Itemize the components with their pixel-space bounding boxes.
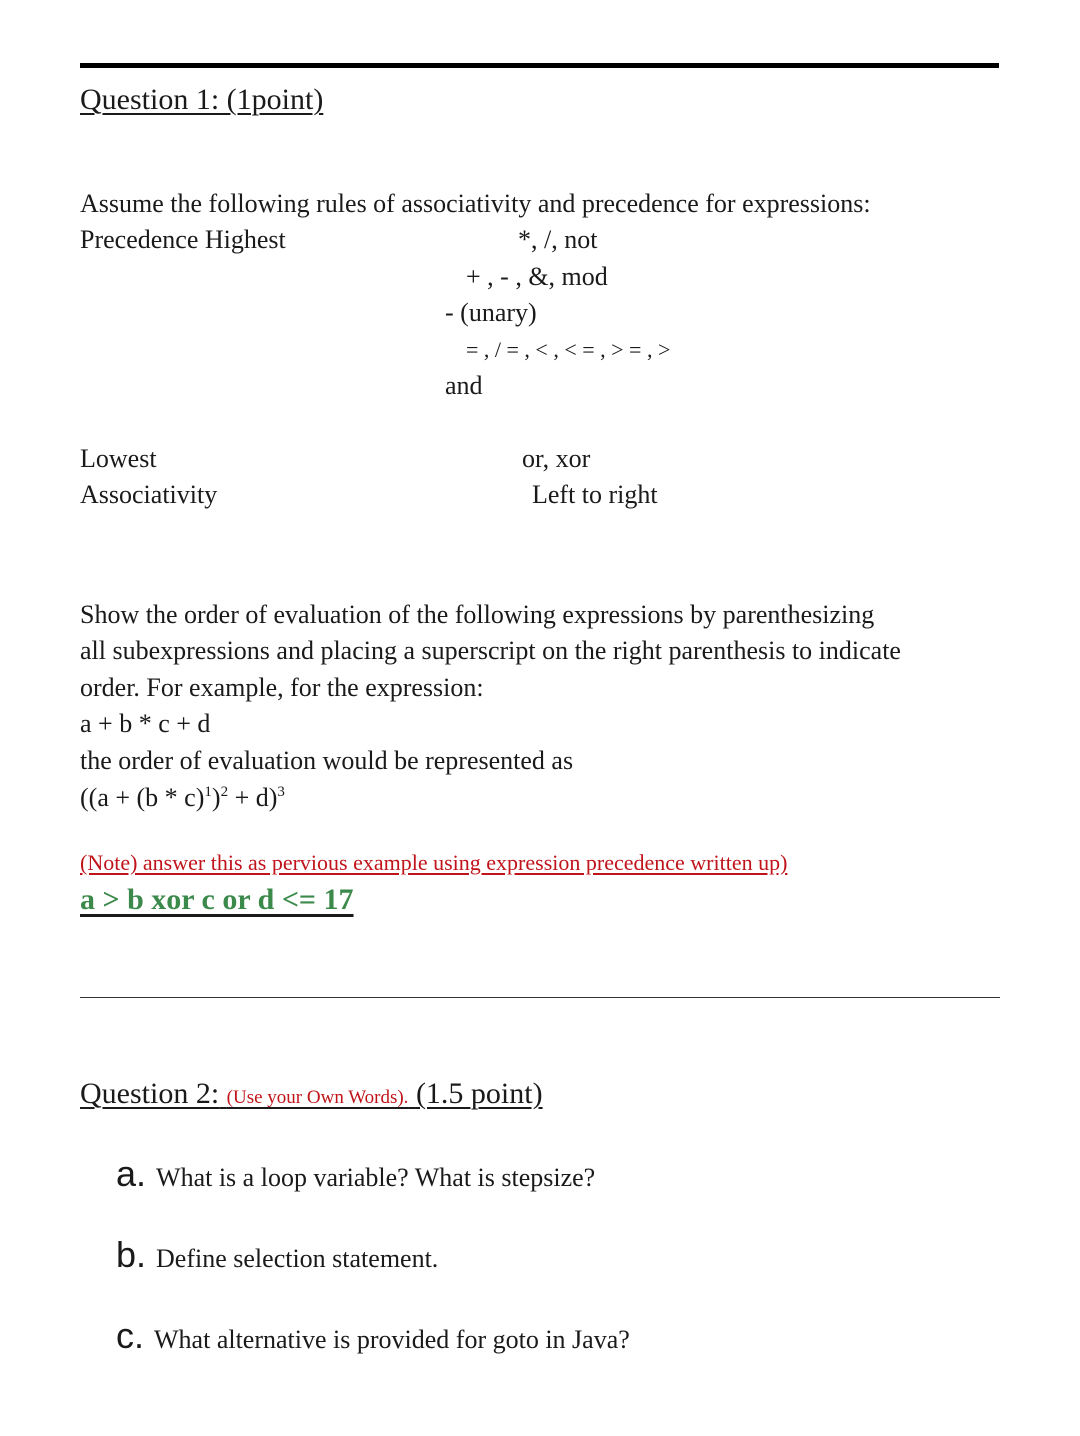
example-answer-part2: ) bbox=[211, 783, 221, 812]
question-2-title bbox=[80, 1077, 543, 1111]
lowest-value: or, xor bbox=[522, 444, 591, 473]
precedence-level-2: + , - , &, mod bbox=[466, 262, 608, 291]
item-letter-a: a. bbox=[116, 1153, 147, 1194]
target-expression: a > b xor c or d <= 17 bbox=[80, 883, 354, 916]
associativity-value: Left to right bbox=[532, 480, 658, 509]
question-2-item-a bbox=[116, 1153, 595, 1195]
associativity-label: Associativity bbox=[80, 480, 218, 509]
instructions-line-3: order. For example, for the expression: bbox=[80, 673, 484, 702]
section-divider bbox=[80, 997, 1000, 998]
example-answer-sup3: 3 bbox=[277, 784, 285, 800]
question-2-item-b bbox=[116, 1234, 438, 1276]
example-expression: a + b * c + d bbox=[80, 709, 211, 738]
question-2-item-c bbox=[116, 1315, 630, 1357]
question-2-title-prefix: Question 2: bbox=[80, 1077, 220, 1110]
represented-line: the order of evaluation would be represented as bbox=[80, 746, 574, 775]
example-answer bbox=[80, 780, 285, 816]
item-letter-b: b. bbox=[116, 1234, 147, 1275]
question-1-title: Question 1: (1point) bbox=[80, 83, 324, 116]
item-text-c: What alternative is provided for goto in Java? bbox=[154, 1325, 630, 1354]
example-answer-part3: + d) bbox=[228, 783, 278, 812]
precedence-label: Precedence Highest bbox=[80, 225, 286, 254]
example-answer-sup2: 2 bbox=[220, 784, 229, 800]
question-1-intro: Assume the following rules of associativity and precedence for expressions: bbox=[80, 189, 871, 218]
precedence-level-3: - (unary) bbox=[445, 298, 537, 327]
example-answer-sup1: 1 bbox=[204, 784, 212, 800]
item-text-a: What is a loop variable? What is stepsize? bbox=[156, 1163, 596, 1192]
precedence-level-1: *, /, not bbox=[518, 225, 598, 254]
top-rule bbox=[80, 63, 999, 68]
instructions-line-1: Show the order of evaluation of the following expressions by parenthesizing bbox=[80, 600, 875, 629]
question-2-points: (1.5 point) bbox=[415, 1077, 543, 1110]
precedence-level-5: and bbox=[445, 371, 483, 400]
item-letter-c: c. bbox=[116, 1315, 145, 1356]
question-2-hint: (Use your Own Words). bbox=[226, 1087, 409, 1108]
instructions-line-2: all subexpressions and placing a superscript on the right parenthesis to indicate bbox=[80, 636, 901, 665]
precedence-level-4: = , / = , < , < = , > = , > bbox=[466, 337, 671, 362]
example-answer-part1: ((a + (b * c) bbox=[80, 783, 205, 812]
item-text-b: Define selection statement. bbox=[156, 1244, 439, 1273]
note-text: (Note) answer this as pervious example using expression precedence written up) bbox=[80, 850, 788, 875]
lowest-label: Lowest bbox=[80, 444, 157, 473]
